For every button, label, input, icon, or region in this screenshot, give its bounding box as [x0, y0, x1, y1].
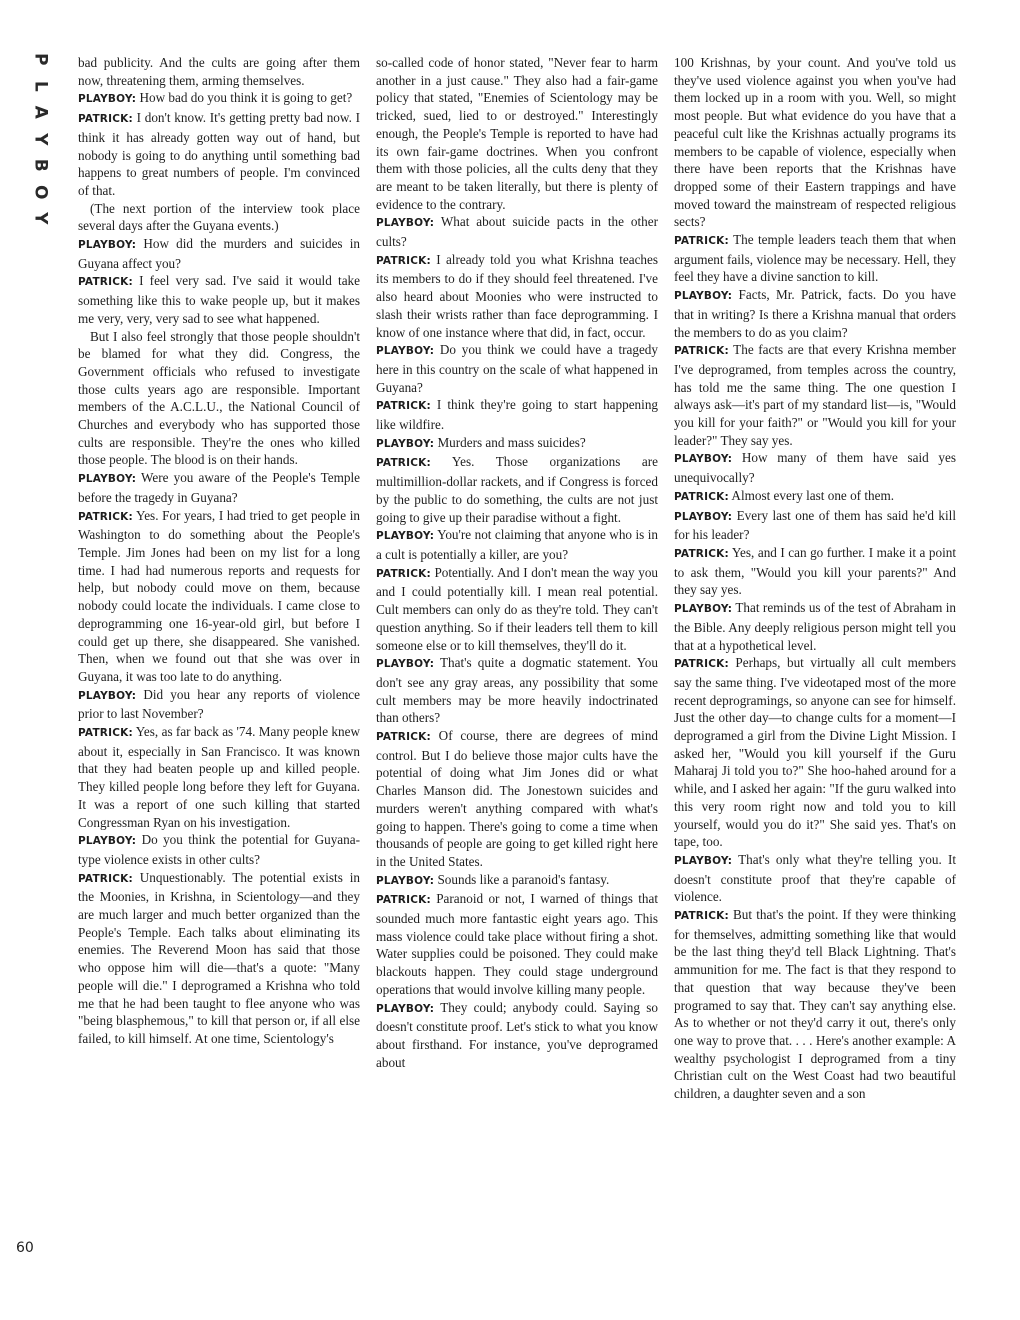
paragraph-text: But I also feel strongly that those people shouldn't be blamed for what they did. Congress, the Government officials who refused to investigate those cults years ago are responsible. Important members of the A.C.L.U., the National Council of Churches and everybody who has supported those cults are responsible. They're the ones who killed those people. The blood is on their hands.: [78, 328, 360, 468]
paragraph-text: What about suicide pacts in the other cults?: [376, 214, 658, 250]
interview-paragraph: [674, 599, 956, 654]
speaker-label: PATRICK:: [376, 894, 431, 907]
speaker-label: PLAYBOY:: [78, 689, 137, 702]
title-letter: O: [30, 184, 51, 199]
interview-paragraph: [376, 453, 658, 526]
paragraph-text: Potentially. And I don't mean the way you and I could potentially kill. I mean real potential. Cult members can only do as they're told. They can't question anything. So if their leaders tell them to kill someone else or to kill themselves, they'll do it.: [376, 564, 658, 653]
paragraph-text: Facts, Mr. Patrick, facts. Do you have that in writing? Is there a Krishna manual that orders the members to do as you claim?: [674, 287, 956, 340]
paragraph-text: Do you think the potential for Guyana-type violence exists in other cults?: [78, 832, 360, 867]
interview-paragraph: [78, 723, 360, 831]
paragraph-text: The facts are that every Krishna member I've deprogramed, from temples across the country, has told me the same thing. The one question I always ask—it's part of my standard list—is, "Would you kill for your faith?" or "Would you kill for your leader?" They say yes.: [674, 342, 956, 448]
interview-paragraph: [376, 999, 658, 1072]
paragraph-text: Every last one of them has said he'd kill for his leader?: [674, 507, 956, 543]
speaker-label: PATRICK:: [674, 547, 729, 560]
paragraph-text: Yes, and I can go further. I make it a point to ask them, "Would you kill your parents?" And they say yes.: [674, 544, 956, 598]
paragraph-text: Paranoid or not, I warned of things that sounded much more fantastic eight years ago. This mass violence could take place without firing a shot. Water supplies could be poisoned. They could make blackouts happen. They could stage underground operations that would involve killing many people.: [376, 891, 658, 997]
speaker-label: PLAYBOY:: [376, 530, 435, 543]
paragraph-text: I think they're going to start happening like wildfire.: [376, 397, 658, 433]
paragraph-text: They could; anybody could. Saying so doesn't constitute proof. Let's stick to what you know about firsthand. For instance, you've deprogramed about: [376, 999, 658, 1070]
interview-paragraph: [78, 235, 360, 272]
interview-paragraph: [376, 890, 658, 998]
speaker-label: PLAYBOY:: [78, 93, 137, 106]
interview-paragraph: [78, 469, 360, 506]
paragraph-text: That's quite a dogmatic statement. You don't see any gray areas, any possibility that some cult members may be more heavily indoctrinated than others?: [376, 655, 658, 726]
speaker-label: PATRICK:: [376, 731, 431, 744]
speaker-label: PLAYBOY:: [674, 854, 733, 867]
text-column-2: [376, 54, 658, 1318]
interview-paragraph: [376, 727, 658, 871]
speaker-label: PLAYBOY:: [376, 217, 435, 230]
interview-paragraph: [376, 251, 658, 342]
paragraph-text: Yes, as far back as '74. Many people knew about it, especially in San Francisco. It was known that they had beaten people up and killed people. They killed people long before they left for Guyana. It was a report of one such killing that started Congressman Ryan on his investigation.: [78, 724, 360, 830]
interview-paragraph: [376, 341, 658, 396]
speaker-label: PATRICK:: [674, 910, 729, 923]
paragraph-text: I feel very sad. I've said it would take something like this to wake people up, but it makes me very, very, very sad to see what happened.: [78, 273, 360, 326]
interview-paragraph: [78, 89, 360, 109]
text-column-1: [78, 54, 360, 1318]
speaker-label: PATRICK:: [78, 113, 133, 126]
interview-paragraph: [674, 231, 956, 286]
paragraph-text: Yes. Those organizations are multimillion-dollar rackets, and if Congress is forced by the public to do something, the cults are not just going to give up their paradise without a fight.: [376, 454, 658, 525]
paragraph-text: I already told you what Krishna teaches its members to do if they should feel threatened. I've also heard about Moonies who were instructed to slash their wrists rather than face deprogramming. I know of one instance where that did, in fact, occur.: [376, 251, 658, 340]
interview-paragraph: [78, 328, 360, 470]
speaker-label: PLAYBOY:: [674, 510, 733, 523]
text-column-3: [674, 54, 956, 1318]
speaker-label: PATRICK:: [376, 567, 431, 580]
interview-paragraph: [78, 54, 360, 89]
paragraph-text: How many of them have said yes unequivocally?: [674, 450, 956, 486]
paragraph-text: (The next portion of the interview took place several days after the Guyana events.): [78, 200, 360, 234]
speaker-label: PATRICK:: [78, 727, 133, 740]
interview-paragraph: [674, 341, 956, 449]
speaker-label: PLAYBOY:: [674, 290, 733, 303]
paragraph-text: Unquestionably. The potential exists in the Moonies, in Krishna, in Scientology—and they are much larger and much better organized than the People's Temple. Each talks about eliminating its enemies. The Reverend Moon has said that those who oppose him will die—that's a quote: "Many people will die." I deprogramed a Krishna who told me that he had been taught to flee anyone who was "being blasphemous," to kill that person or, if all else failed, to kill himself. At one time, Scientology's: [78, 869, 360, 1046]
speaker-label: PLAYBOY:: [376, 874, 435, 887]
paragraph-text: Perhaps, but virtually all cult members say the same thing. I've videotaped most of the more recent deprogramings, so anyone can see for himself. Just the other day—to change cults for a moment—I deprogramed a girl from the Divine Light Mission. I asked her, "Would you kill yourself if the Guru Maharaj Ji told you to?" She hoo-hahed around for a while, and I asked her again: "If the guru walked into this very room right now and told you to kill yourself, would you do it?" She said yes. That's on tape, too.: [674, 655, 956, 850]
paragraph-text: You're not claiming that anyone who is in a cult is potentially a killer, are you?: [376, 527, 658, 562]
speaker-label: PLAYBOY:: [674, 603, 733, 616]
magazine-title-vertical: [28, 46, 52, 232]
interview-paragraph: [376, 871, 658, 891]
interview-paragraph: [674, 54, 956, 231]
title-letter: P: [30, 53, 51, 66]
interview-paragraph: [78, 869, 360, 1048]
speaker-label: PATRICK:: [674, 345, 729, 358]
speaker-label: PLAYBOY:: [78, 473, 137, 486]
paragraph-text: The temple leaders teach them that when argument fails, violence may be necessary. Hell, they feel they have a divine sanction to kill.: [674, 232, 956, 285]
interview-paragraph: [674, 507, 956, 544]
speaker-label: PATRICK:: [78, 510, 133, 523]
paragraph-text: But that's the point. If they were thinking for themselves, admitting something like that would be the last thing they'd tell Black Lightning. That's ammunition for me. The fact is that they respond to that question that way because they've been programed to say that. They can't say anything else. As to whether or not they'd carry it out, there's only one way to prove that. . . . Here's another example: A wealthy psychologist I deprogramed from a tiny Christian cult on the West Coast had two beautiful children, a daughter seven and a son: [674, 907, 956, 1102]
interview-paragraph: [78, 831, 360, 868]
page-number: 60: [16, 1240, 34, 1256]
interview-paragraph: [376, 434, 658, 454]
interview-paragraph: [78, 507, 360, 686]
paragraph-text: Sounds like a paranoid's fantasy.: [437, 871, 610, 887]
interview-paragraph: [376, 526, 658, 563]
paragraph-text: That reminds us of the test of Abraham in the Bible. Any deeply religious person might tell you that at a hypothetical level.: [674, 600, 956, 653]
speaker-label: PLAYBOY:: [78, 835, 137, 848]
paragraph-text: Were you aware of the People's Temple before the tragedy in Guyana?: [78, 470, 360, 505]
speaker-label: PATRICK:: [376, 400, 431, 413]
interview-paragraph: [78, 109, 360, 200]
speaker-label: PATRICK:: [674, 490, 729, 503]
interview-paragraph: [376, 54, 658, 213]
title-letter: A: [30, 105, 51, 119]
title-letter: B: [30, 158, 51, 172]
interview-paragraph: [78, 200, 360, 235]
title-letter: Y: [30, 212, 51, 225]
paragraph-text: Did you hear any reports of violence prior to last November?: [78, 686, 360, 722]
paragraph-text: bad publicity. And the cults are going after them now, threatening them, arming themselves.: [78, 55, 360, 88]
paragraph-text: 100 Krishnas, by your count. And you've told us they've used violence against you when you've had them locked up in a room with you. Well, so might most people. But what evidence do you have that a peaceful cult like the Krishnas actually programs its members to be capable of violence, especially when there have been reports that the Krishnas have dropped some of their Eastern trappings and have moved toward the mainstream of respected religious sects?: [674, 55, 956, 230]
paragraph-text: I don't know. It's getting pretty bad now. I think it has already gotten way out of hand, but nobody is going to do anything until something bad happens to great numbers of people. I'm convinced of that.: [78, 110, 360, 198]
paragraph-text: How bad do you think it is going to get?: [139, 90, 353, 106]
interview-paragraph: [674, 286, 956, 341]
title-letter: L: [30, 80, 51, 92]
interview-paragraph: [376, 213, 658, 250]
speaker-label: PLAYBOY:: [376, 437, 435, 450]
speaker-label: PATRICK:: [376, 254, 431, 267]
paragraph-text: Murders and mass suicides?: [437, 434, 586, 450]
interview-paragraph: [674, 906, 956, 1103]
interview-paragraph: [376, 396, 658, 433]
interview-paragraph: [376, 564, 658, 655]
interview-paragraph: [376, 654, 658, 727]
interview-paragraph: [674, 851, 956, 906]
interview-paragraph: [674, 487, 956, 507]
speaker-label: PATRICK:: [78, 276, 133, 289]
interview-paragraph: [674, 449, 956, 486]
paragraph-text: Of course, there are degrees of mind control. But I do believe those major cults have the potential of doing what Jim Jones did or what Charles Manson did. The Jonestown suicides and murders weren't anything compared with what's going to happen. There's going to come a time when thousands of people are going to get killed right here in the United States.: [376, 728, 658, 869]
speaker-label: PATRICK:: [376, 457, 431, 470]
speaker-label: PATRICK:: [674, 235, 729, 248]
paragraph-text: Do you think we could have a tragedy here in this country on the scale of what happened in Guyana?: [376, 342, 658, 395]
paragraph-text: How did the murders and suicides in Guyana affect you?: [78, 236, 360, 271]
paragraph-text: Yes. For years, I had tried to get people in Washington to do something about the People's Temple. Jim Jones had been on my list for a long time. I had had numerous reports and requests for help, but nobody could move on them, because nobody could locate the individuals. I came close to deprogramming one 16-year-old girl, but before I could get up there, she disappeared. She vanished. Then, when we found out that she was over in Guyana, it was too late to do anything.: [78, 507, 360, 684]
title-letter: Y: [30, 132, 51, 145]
paragraph-text: Almost every last one of them.: [731, 487, 895, 503]
interview-paragraph: [674, 654, 956, 851]
interview-paragraph: [78, 272, 360, 327]
interview-paragraph: [674, 544, 956, 599]
paragraph-text: so-called code of honor stated, "Never fear to harm another in a just cause." They also had a fair-game policy that stated, "Enemies of Scientology may be tricked, sued, lied to or destroyed." Interestingly enough, the People's Temple is reported to have had its own fair-game doctrines. When you confront them with those policies, all the cults deny that they are meant to be taken literally, but there is plenty of evidence to the contrary.: [376, 55, 658, 212]
speaker-label: PATRICK:: [674, 658, 729, 671]
speaker-label: PLAYBOY:: [376, 345, 435, 358]
interview-paragraph: [78, 686, 360, 723]
speaker-label: PLAYBOY:: [376, 1002, 435, 1015]
paragraph-text: That's only what they're telling you. It doesn't constitute proof that they're capable of violence.: [674, 851, 956, 905]
speaker-label: PLAYBOY:: [78, 239, 137, 252]
speaker-label: PLAYBOY:: [376, 658, 435, 671]
speaker-label: PLAYBOY:: [674, 453, 733, 466]
speaker-label: PATRICK:: [78, 872, 133, 885]
